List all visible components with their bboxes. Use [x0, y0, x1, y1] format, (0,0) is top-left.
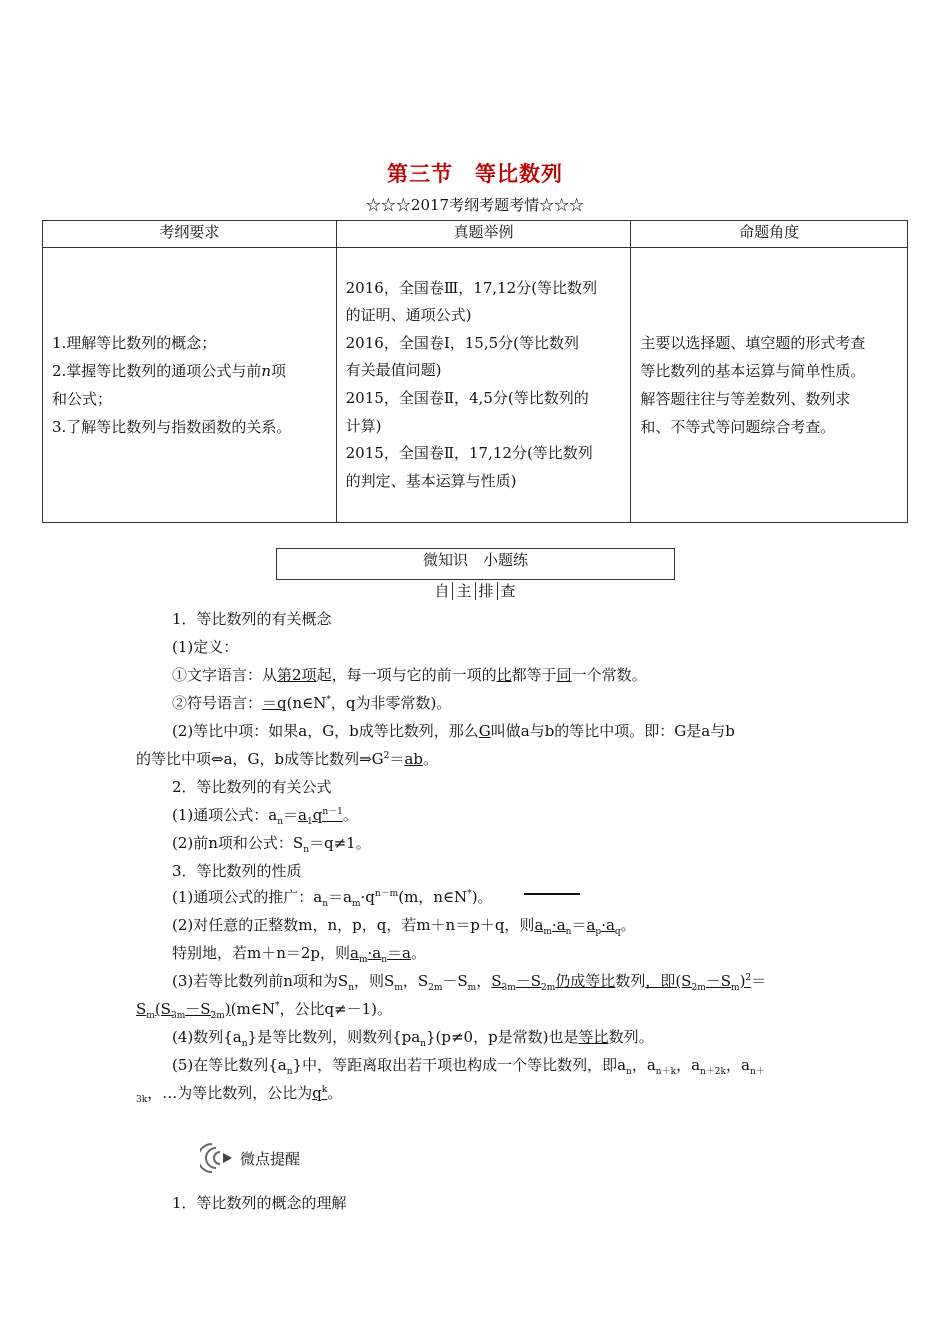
table-header: 考纲要求	[43, 221, 337, 248]
cell-line: 3.了解等比数列与指数函数的关系。	[52, 418, 292, 436]
page-title: 第三节 等比数列	[387, 162, 563, 186]
text-line: 特别地，若m＋n＝2p，则$a_m\cdot a_n=a$。	[172, 944, 427, 965]
cell-line: 2015，全国卷Ⅱ，17,12分(等比数列	[345, 444, 593, 463]
tip-header	[200, 1140, 300, 1176]
page-subtitle: ☆☆☆2017考纲考题考情☆☆☆	[365, 196, 585, 214]
text-line: $_{3k}$，…为等比数列，公比为$q^k$。	[136, 1084, 343, 1105]
cell-line: 的判定、基本运算与性质)	[345, 471, 517, 490]
cell-line: 主要以选择题、填空题的形式考查	[640, 334, 866, 352]
cell-line: 解答题往往与等差数列、数列求	[640, 390, 851, 408]
cell-line: 和、不等式等问题综合考查。	[640, 418, 836, 436]
cell-line: 1.理解等比数列的概念；	[52, 334, 217, 352]
text-line: ②符号语言：＝q(n∈N*，q为非零常数)。	[172, 694, 452, 712]
section-heading: 1．等比数列的有关概念	[172, 610, 332, 628]
text-line: (3)若等比数列前n项和为$S_n$，则$S_m$，$S_{2m}-S_m$，$S_{3m}-S_{2m}$仍成等比数列，即$(S_{2m}-S_m)^2=$	[172, 972, 767, 993]
text-line: (4)数列$\{a_n\}$是等比数列，则数列$\{pa_n\}(p\ne 0$，p是常数)也是等比数列。	[172, 1028, 654, 1049]
syllabus-table	[42, 220, 908, 523]
cell-line: 2016，全国卷Ⅰ，15,5分(等比数列	[345, 333, 579, 352]
cell-line: 2016，全国卷Ⅲ，17,12分(等比数列	[345, 278, 598, 297]
section-heading: 2．等比数列的有关公式	[172, 778, 332, 796]
cell-line: 2.掌握等比数列的通项公式与前n项	[52, 362, 287, 380]
cell-line: 的证明、通项公式)	[345, 306, 472, 325]
text-line: (1)通项公式的推广：$a_n=a_m\cdot q^{n-m}(m$，n∈N*)。	[172, 888, 493, 909]
cell-line: 等比数列的基本运算与简单性质。	[640, 362, 866, 380]
divider-line	[524, 893, 580, 895]
section-heading: 1．等比数列的概念的理解	[172, 1194, 347, 1212]
table-row	[43, 248, 908, 523]
requirements-cell	[43, 248, 337, 523]
table-header-row	[43, 221, 908, 248]
cell-line: 有关最值问题)	[345, 361, 442, 380]
text-line: (1)定义：	[172, 638, 239, 656]
examples-cell	[336, 248, 631, 523]
text-line: (2)对任意的正整数m，n，p，q，若m＋n＝p＋q，则$a_m\cdot a_n=a_p\cdot a_q$。	[172, 916, 636, 937]
text-line: 的等比中项⇔a，G，b成等比数列$\Rightarrow G^2=ab$。	[136, 750, 438, 768]
table-header: 命题角度	[631, 221, 908, 248]
angle-cell	[631, 248, 908, 523]
text-line: $S_m(S_{3m}-S_{2m})(m\in N^*$，公比q≠－1)。	[136, 1000, 393, 1021]
text-line: (2)等比中项：如果a，G，b成等比数列，那么G叫做a与b的等比中项。即：G是a与b	[172, 722, 735, 740]
section-heading: 3．等比数列的性质	[172, 862, 302, 880]
self-check-label: 自 主 排 查	[434, 582, 516, 600]
section-banner: 微知识 小题练	[276, 548, 675, 580]
text-line: (5)在等比数列$\{a_n\}$中，等距离取出若干项也构成一个等比数列，即$a_n$，$a_{n+k}$，$a_{n+2k}$，$a_{n+}$	[172, 1056, 765, 1077]
text-line: (2)前n项和公式：$S_n=q\ne 1$。	[172, 834, 371, 855]
table-header: 真题举例	[336, 221, 631, 248]
cell-line: 计算)	[345, 416, 382, 435]
text-line: ①文字语言：从第2项起，每一项与它的前一项的比都等于同一个常数。	[172, 666, 647, 684]
cell-line: 和公式；	[52, 390, 113, 408]
cell-line: 2015，全国卷Ⅱ，4,5分(等比数列的	[345, 389, 589, 407]
speaker-icon	[200, 1140, 236, 1176]
tip-label: 微点提醒	[240, 1149, 301, 1168]
text-line: (1)通项公式：$a_n=a_1q^{n-1}$。	[172, 806, 358, 827]
